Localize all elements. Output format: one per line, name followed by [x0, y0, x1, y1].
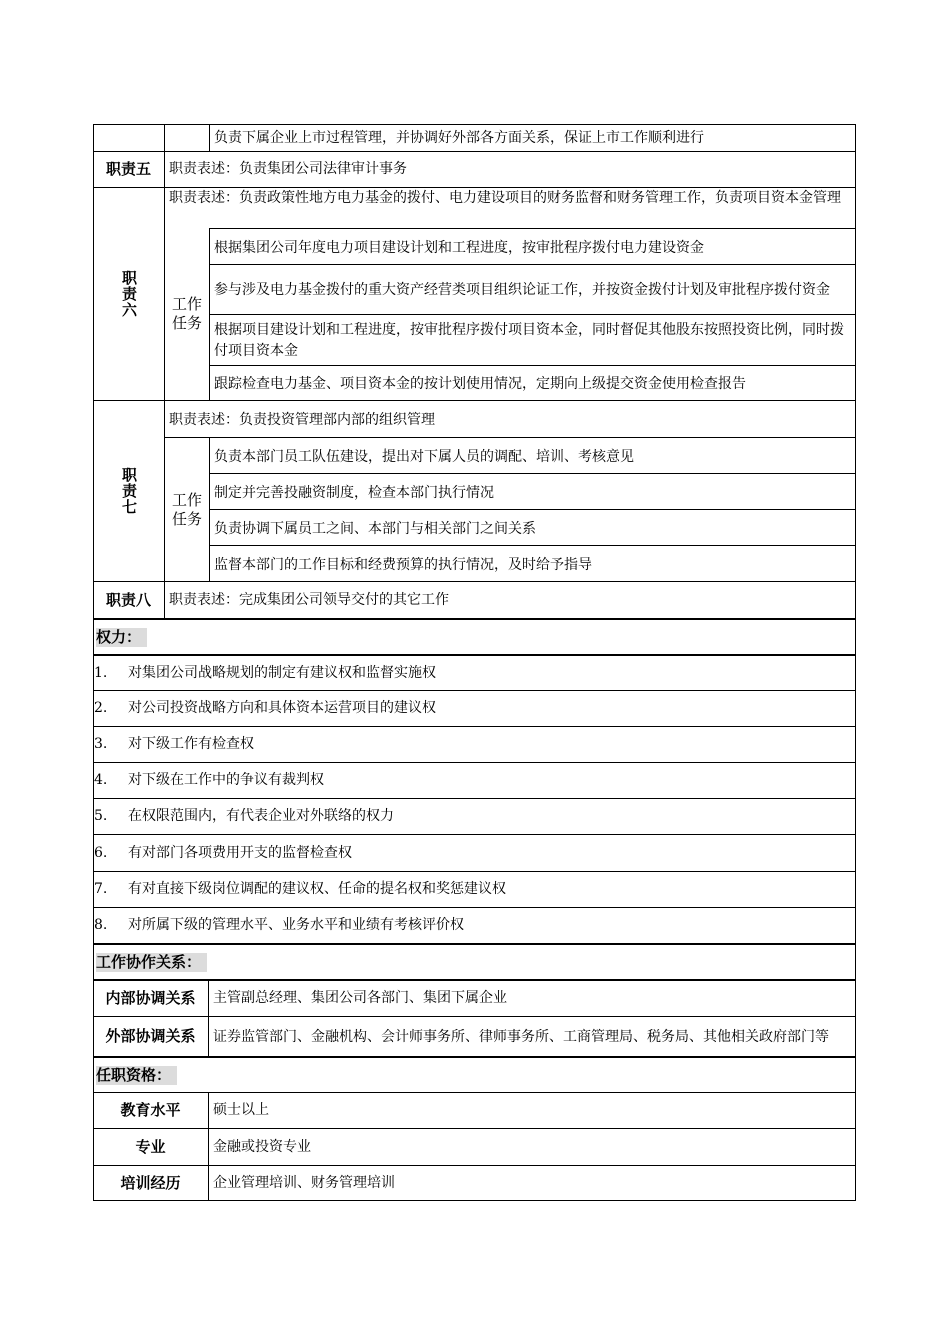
duty-label: 职责七 — [120, 467, 138, 515]
list-item — [93, 871, 856, 907]
task-item: 负责协调下属员工之间、本部门与相关部门之间关系 — [210, 509, 856, 546]
qualification-label: 专业 — [135, 1137, 166, 1156]
section-heading: 任职资格： — [96, 1066, 177, 1085]
task-item: 根据项目建设计划和工程进度，按审批程序拨付项目资本金，同时督促其他股东按照投资比例，同时拨付项目资本金 — [210, 314, 856, 366]
list-item — [93, 907, 856, 943]
item-text: 对公司投资战略方向和具体资本运营项目的建议权 — [128, 700, 436, 716]
table-row — [93, 124, 856, 151]
list-item — [93, 690, 856, 726]
relation-text: 证券监管部门、金融机构、会计师事务所、律师事务所、工商管理局、税务局、其他相关政府部门等 — [208, 1017, 856, 1056]
duty-label: 职责六 — [120, 270, 138, 318]
duty-statement: 职责表述：负责集团公司法律审计事务 — [164, 152, 856, 187]
duty7-block — [93, 400, 856, 581]
qualification-label: 教育水平 — [120, 1101, 181, 1119]
item-text: 对下级工作有检查权 — [128, 736, 254, 752]
qualification-value: 金融或投资专业 — [208, 1129, 856, 1165]
duty-label: 职责八 — [105, 590, 151, 609]
section-heading: 权力： — [96, 628, 147, 647]
duty-statement: 职责表述：负责投资管理部内部的组织管理 — [164, 401, 856, 437]
task-label: 工作任务 — [164, 228, 209, 400]
qualification-value: 硕士以上 — [208, 1093, 856, 1128]
duty-statement: 职责表述：完成集团公司领导交付的其它工作 — [164, 582, 856, 618]
item-number: 3. — [94, 736, 108, 752]
qualification-value: 企业管理培训、财务管理培训 — [208, 1166, 856, 1201]
task-list — [209, 437, 856, 581]
task-item: 根据集团公司年度电力项目建设计划和工程进度，按审批程序拨付电力建设资金 — [210, 228, 856, 265]
task-item: 负责本部门员工队伍建设，提出对下属人员的调配、培训、考核意见 — [210, 437, 856, 474]
internal-relations-row — [93, 979, 856, 1016]
item-number: 2. — [94, 700, 108, 716]
task-label: 工作任务 — [164, 437, 209, 581]
duty5-row — [93, 151, 856, 187]
section-heading-row — [93, 1056, 856, 1092]
duty-label: 职责五 — [105, 160, 151, 178]
item-text: 对所属下级的管理水平、业务水平和业绩有考核评价权 — [128, 917, 464, 933]
item-text: 有对部门各项费用开支的监督检查权 — [128, 844, 352, 861]
item-text: 对下级在工作中的争议有裁判权 — [128, 772, 324, 788]
item-number: 7. — [94, 881, 108, 897]
task-text: 负责下属企业上市过程管理，并协调好外部各方面关系，保证上市工作顺利进行 — [209, 125, 856, 151]
item-number: 1. — [94, 664, 108, 681]
qualification-row — [93, 1092, 856, 1128]
relation-text: 主管副总经理、集团公司各部门、集团下属企业 — [208, 981, 856, 1016]
external-relations-row — [93, 1016, 856, 1056]
qualification-label: 培训经历 — [120, 1174, 181, 1192]
duty6-block — [93, 187, 856, 400]
duty8-row — [93, 581, 856, 618]
duty-statement: 职责表述：负责政策性地方电力基金的拨付、电力建设项目的财务监督和财务管理工作，负责项目资本金管理 — [164, 188, 856, 228]
relation-label: 外部协调关系 — [105, 1027, 196, 1045]
task-item: 监督本部门的工作目标和经费预算的执行情况，及时给予指导 — [210, 545, 856, 581]
item-number: 4. — [94, 772, 108, 788]
list-item — [93, 834, 856, 871]
section-heading-row — [93, 943, 856, 979]
item-text: 有对直接下级岗位调配的建议权、任命的提名权和奖惩建议权 — [128, 881, 506, 897]
item-number: 6. — [94, 844, 108, 861]
task-list — [209, 228, 856, 400]
section-heading: 工作协作关系： — [96, 953, 207, 972]
list-item — [93, 798, 856, 834]
relation-label: 内部协调关系 — [105, 989, 196, 1007]
table-bottom-border — [93, 1200, 856, 1201]
item-number: 5. — [94, 808, 108, 824]
item-text: 在权限范围内，有代表企业对外联络的权力 — [128, 808, 394, 824]
list-item — [93, 762, 856, 798]
task-item: 参与涉及电力基金拨付的重大资产经营类项目组织论证工作，并按资金拨付计划及审批程序拨付资金 — [210, 264, 856, 315]
section-heading-row — [93, 618, 856, 654]
item-number: 8. — [94, 917, 108, 933]
task-item: 制定并完善投融资制度，检查本部门执行情况 — [210, 473, 856, 510]
list-item — [93, 726, 856, 762]
qualification-row — [93, 1165, 856, 1201]
item-text: 对集团公司战略规划的制定有建议权和监督实施权 — [128, 664, 436, 681]
qualification-row — [93, 1128, 856, 1165]
list-item — [93, 654, 856, 690]
task-item: 跟踪检查电力基金、项目资本金的按计划使用情况，定期向上级提交资金使用检查报告 — [210, 365, 856, 400]
